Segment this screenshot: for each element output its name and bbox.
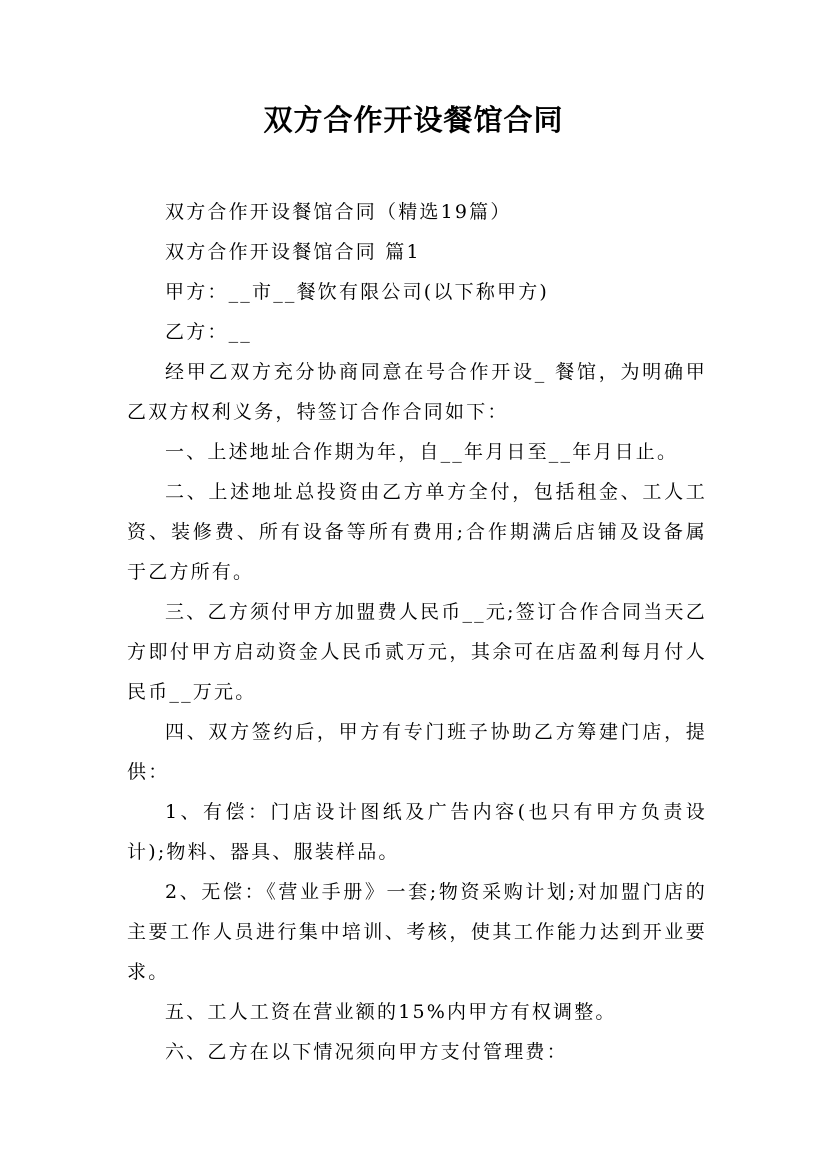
paragraph-contract-heading: 双方合作开设餐馆合同 篇1	[165, 241, 421, 263]
paragraph-clause-6: 六、乙方在以下情况须向甲方支付管理费：	[165, 1041, 568, 1063]
paragraph-clause-4: 四、双方签约后，甲方有专门班子协助乙方筹建门店，提供：	[127, 721, 707, 783]
paragraph-clause-4-paid: 1、有偿：门店设计图纸及广告内容(也只有甲方负责设计);物料、器具、服装样品。	[127, 801, 707, 863]
paragraph-party-b: 乙方：__	[165, 321, 253, 343]
paragraph-clause-2: 二、上述地址总投资由乙方单方全付，包括租金、工人工资、装修费、所有设备等所有费用;合作期满后店铺及设备属于乙方所有。	[127, 481, 707, 583]
paragraph-preamble: 经甲乙双方充分协商同意在号合作开设_ 餐馆，为明确甲乙双方权利义务，特签订合作合同如下：	[127, 361, 707, 423]
paragraph-collection-heading: 双方合作开设餐馆合同（精选19篇）	[165, 201, 512, 223]
paragraph-clause-4-free: 2、无偿：《营业手册》一套;物资采购计划;对加盟门店的主要工作人员进行集中培训、考核，使其工作能力达到开业要求。	[127, 881, 707, 983]
document-body	[127, 192, 707, 1072]
paragraph-clause-3: 三、乙方须付甲方加盟费人民币__元;签订合作合同当天乙方即付甲方启动资金人民币贰万元，其余可在店盈利每月付人民币__万元。	[127, 601, 707, 703]
paragraph-clause-5: 五、工人工资在营业额的15%内甲方有权调整。	[165, 1001, 617, 1023]
paragraph-party-a: 甲方：__市__餐饮有限公司(以下称甲方)	[165, 281, 550, 303]
document-title: 双方合作开设餐馆合同	[263, 103, 564, 137]
paragraph-clause-1: 一、上述地址合作期为年，自__年月日至__年月日止。	[165, 441, 679, 463]
